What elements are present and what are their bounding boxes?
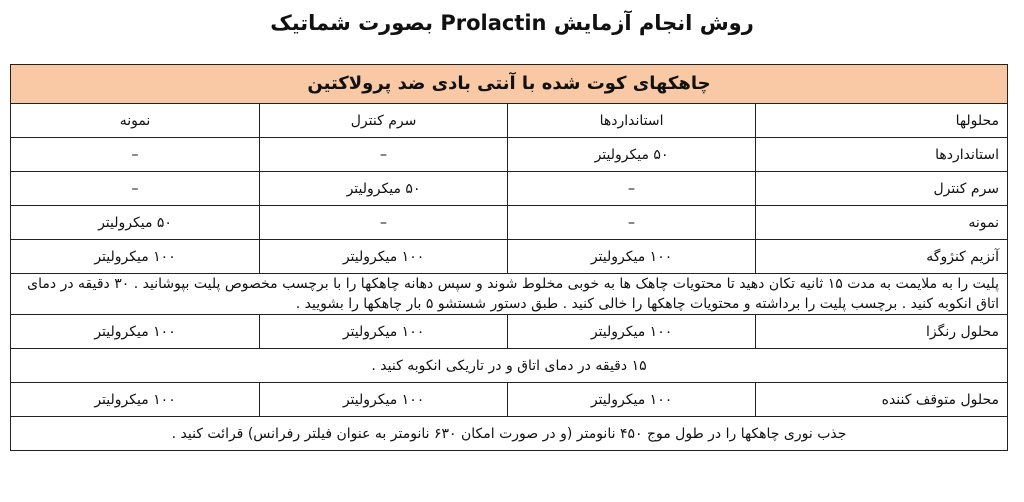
cell: – [508, 172, 756, 206]
cell: ۱۰۰ میکرولیتر [508, 240, 756, 274]
cell: ۱۰۰ میکرولیتر [11, 383, 260, 417]
table-header: چاهکهای کوت شده با آنتی بادی ضد پرولاکتین [11, 65, 1008, 104]
table-row [11, 383, 1008, 417]
row-label: استانداردها [756, 138, 1008, 172]
cell: ۱۰۰ میکرولیتر [260, 315, 508, 349]
column-header-solutions: محلولها [756, 104, 1008, 138]
page-title: روش انجام آزمایش Prolactin بصورت شماتیک [270, 11, 754, 35]
table-row [11, 138, 1008, 172]
row-label: محلول متوقف کننده [756, 383, 1008, 417]
instruction-row [11, 417, 1008, 451]
row-label: نمونه [756, 206, 1008, 240]
protocol-table [10, 64, 1008, 451]
cell: ۱۰۰ میکرولیتر [11, 315, 260, 349]
column-header-sample: نمونه [11, 104, 260, 138]
cell: – [508, 206, 756, 240]
cell: ۱۰۰ میکرولیتر [260, 383, 508, 417]
row-label: محلول رنگزا [756, 315, 1008, 349]
table-row [11, 315, 1008, 349]
table-row [11, 240, 1008, 274]
column-header-standards: استانداردها [508, 104, 756, 138]
row-label: آنزیم کنژوگه [756, 240, 1008, 274]
instruction-text: جذب نوری چاهکها را در طول موج ۴۵۰ نانومتر (و در صورت امکان ۶۳۰ نانومتر به عنوان فیلتر رفرانس) قرائت کنید . [11, 417, 1008, 451]
cell: ۵۰ میکرولیتر [11, 206, 260, 240]
instruction-text: ۱۵ دقیقه در دمای اتاق و در تاریکی انکوبه کنید . [11, 349, 1008, 383]
cell: – [260, 138, 508, 172]
cell: – [260, 206, 508, 240]
cell: ۵۰ میکرولیتر [508, 138, 756, 172]
cell: ۱۰۰ میکرولیتر [508, 315, 756, 349]
cell: ۱۰۰ میکرولیتر [260, 240, 508, 274]
row-label: سرم کنترل [756, 172, 1008, 206]
cell: – [11, 172, 260, 206]
cell: ۱۰۰ میکرولیتر [508, 383, 756, 417]
table-row [11, 172, 1008, 206]
table-header-row [11, 65, 1008, 104]
instruction-row [11, 349, 1008, 383]
instruction-text: پلیت را به ملایمت به مدت ۱۵ ثانیه تکان دهید تا محتویات چاهک ها به خوبی مخلوط شوند و سپس دهانه چاهکها را با برچسب مخصوص پلیت بپوشانید . ۳۰ دقیقه در دمای اتاق انکوبه کنید . برچسب پلیت را برداشته و محتویات چاهکها را خالی کنید . طبق دستور شستشو ۵ بار چاهکها را بشویید . [11, 274, 1008, 315]
instruction-row [11, 274, 1008, 315]
column-header-row [11, 104, 1008, 138]
cell: ۵۰ میکرولیتر [260, 172, 508, 206]
cell: – [11, 138, 260, 172]
column-header-control-serum: سرم کنترل [260, 104, 508, 138]
table-row [11, 206, 1008, 240]
cell: ۱۰۰ میکرولیتر [11, 240, 260, 274]
